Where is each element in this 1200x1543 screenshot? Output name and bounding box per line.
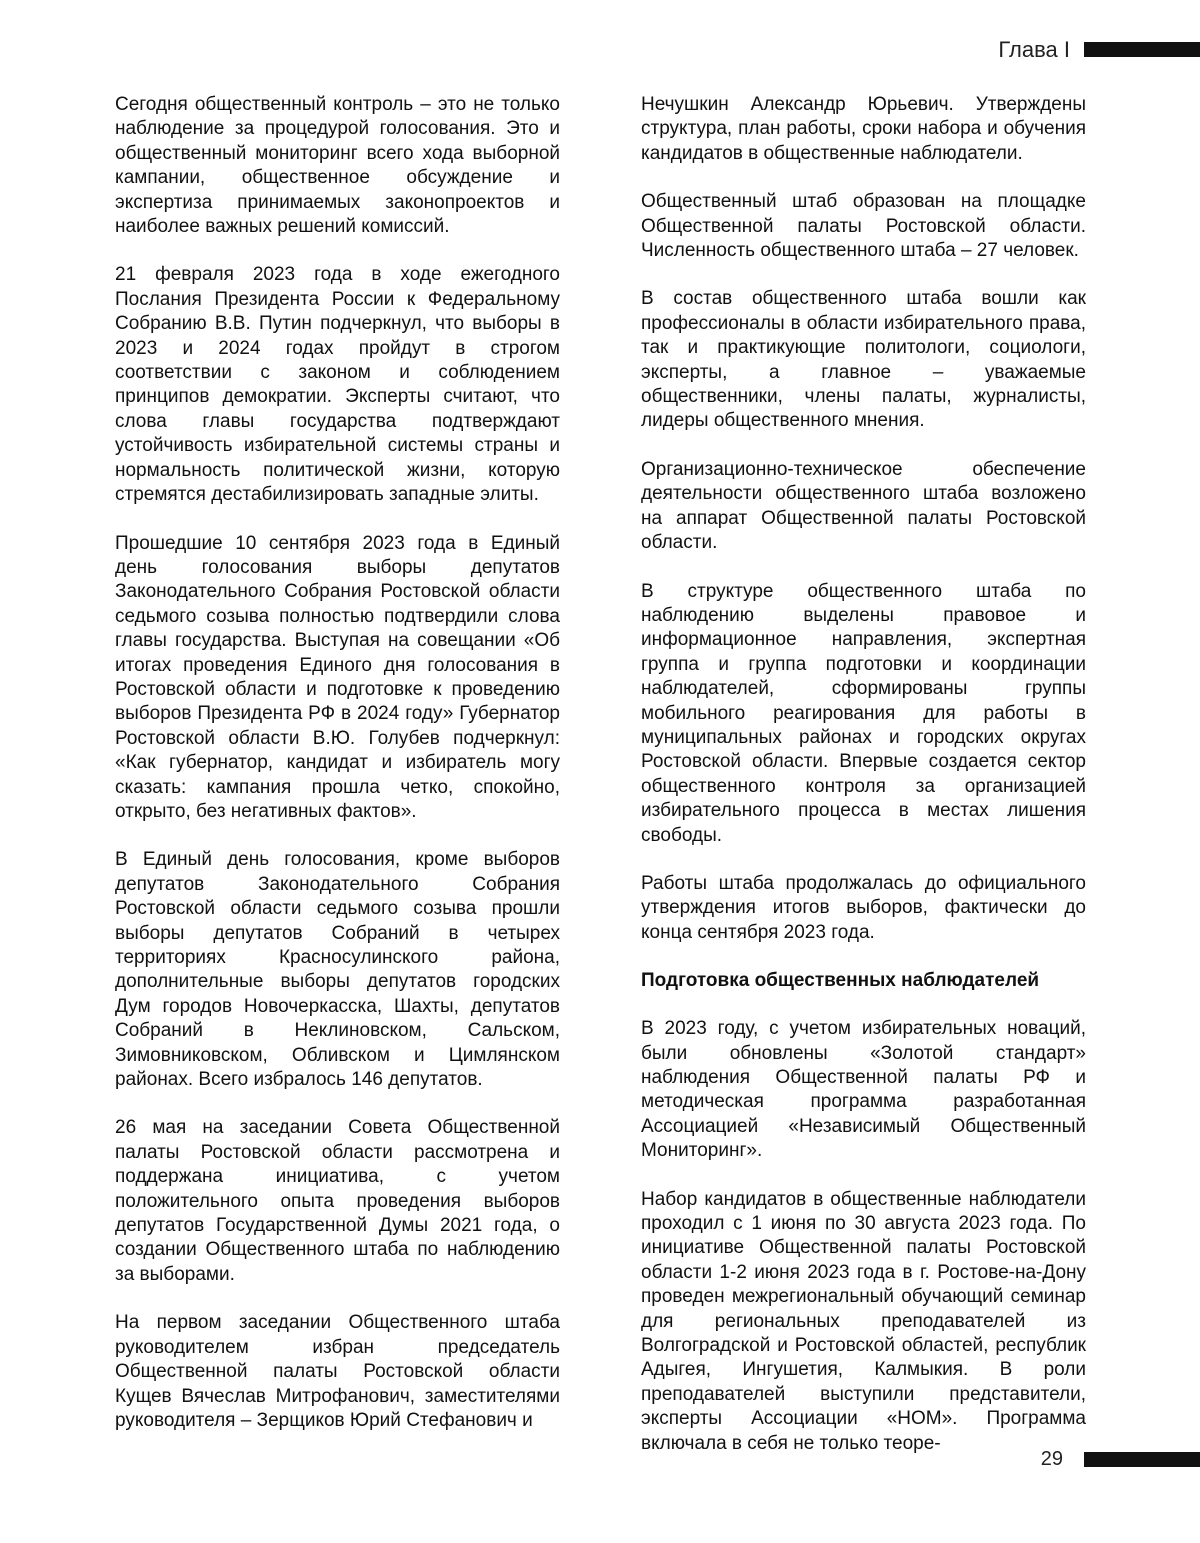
right-column [641, 93, 1086, 1480]
paragraph: В Единый день голосования, кроме выборов депутатов Законодательного Собрания Ростовской области седьмого созыва прошли выборы депутатов Собраний в четырех территориях Красносулинского района, дополнительные выборы депутатов городских Дум городов Новочеркасска, Шахты, депутатов Собраний в Неклиновском, Сальском, Зимовниковском, Обливском и Цимлянском районах. Всего избралось 146 депутатов. [115, 849, 560, 1091]
paragraph: 21 февраля 2023 года в ходе ежегодного Послания Президента России к Федеральному Собранию В.В. Путин подчеркнул, что выборы в 2023 и 2024 годах пройдут в строгом соответствии с законом и соблюдением принципов демократии. Эксперты считают, что слова главы государства подтверждают устойчивость избирательной системы страны и нормальность политической жизни, которую стремятся дестабилизировать западные элиты. [115, 264, 560, 506]
paragraph: Общественный штаб образован на площадке Общественной палаты Ростовской области. Численность общественного штаба – 27 человек. [641, 191, 1086, 262]
paragraph: Набор кандидатов в общественные наблюдатели проходил с 1 июня по 30 августа 2023 года. По инициативе Общественной палаты Ростовской области 1-2 июня 2023 года в г. Ростове-на-Дону проведен межрегиональный обучающий семинар для региональных преподавателей из Волгоградской и Ростовской областей, республик Адыгея, Ингушетия, Калмыкия. В роли преподавателей выступили представители, эксперты Ассоциации «НОМ». Программа включала в себя не только теоре- [641, 1188, 1086, 1454]
paragraph: В структуре общественного штаба по наблюдению выделены правовое и информационное направления, экспертная группа и группа подготовки и координации наблюдателей, сформированы группы мобильного реагирования для работы в муниципальных районах и городских округах Ростовской области. Впервые создается сектор общественного контроля за организацией избирательного процесса в местах лишения свободы. [641, 580, 1086, 846]
header-decorative-bar [1084, 42, 1200, 57]
paragraph: Прошедшие 10 сентября 2023 года в Единый день голосования выборы депутатов Законодательного Собрания Ростовской области седьмого созыва полностью подтвердили слова главы государства. Выступая на совещании «Об итогах проведения Единого дня голосования в Ростовской области и подготовке к проведению выборов Президента РФ в 2024 году» Губернатор Ростовской области В.Ю. Голубев подчеркнул: «Как губернатор, кандидат и избиратель могу сказать: кампания прошла четко, спокойно, открыто, без негативных фактов». [115, 532, 560, 822]
paragraph: В 2023 году, с учетом избирательных новаций, были обновлены «Золотой стандарт» наблюдения Общественной палаты РФ и методическая программа разработанная Ассоциацией «Независимый Общественный Мониторинг». [641, 1018, 1086, 1162]
paragraph: На первом заседании Общественного штаба руководителем избран председатель Общественной палаты Ростовской области Кущев Вячеслав Митрофанович, заместителями руководителя – Зерщиков Юрий Стефанович и [115, 1312, 560, 1431]
paragraph: Работы штаба продолжалась до официального утверждения итогов выборов, фактически до конца сентября 2023 года. [641, 872, 1086, 943]
chapter-label: Глава I [998, 37, 1070, 62]
paragraph: 26 мая на заседании Совета Общественной палаты Ростовской области рассмотрена и поддержана инициатива, с учетом положительного опыта проведения выборов депутатов Государственной Думы 2021 года, о создании Общественного штаба по наблюдению за выборами. [115, 1117, 560, 1285]
page-number: 29 [1040, 1448, 1063, 1470]
paragraph: Организационно-техническое обеспечение деятельности общественного штаба возложено на аппарат Общественной палаты Ростовской области. [641, 458, 1086, 554]
section-heading: Подготовка общественных наблюдателей [641, 970, 1040, 992]
paragraph: Нечушкин Александр Юрьевич. Утверждены структура, план работы, сроки набора и обучения кандидатов в общественные наблюдатели. [641, 94, 1086, 164]
paragraph: В состав общественного штаба вошли как профессионалы в области избирательного права, так и практикующие политологи, социологи, эксперты, а главное – уважаемые общественники, члены палаты, журналисты, лидеры общественного мнения. [641, 288, 1086, 432]
footer-decorative-bar [1084, 1452, 1200, 1467]
left-column [115, 93, 560, 1457]
paragraph: Сегодня общественный контроль – это не только наблюдение за процедурой голосования. Это и общественный мониторинг всего хода выборной кампании, общественное обсуждение и экспертиза принимаемых законопроектов и наиболее важных решений комиссий. [115, 94, 560, 238]
